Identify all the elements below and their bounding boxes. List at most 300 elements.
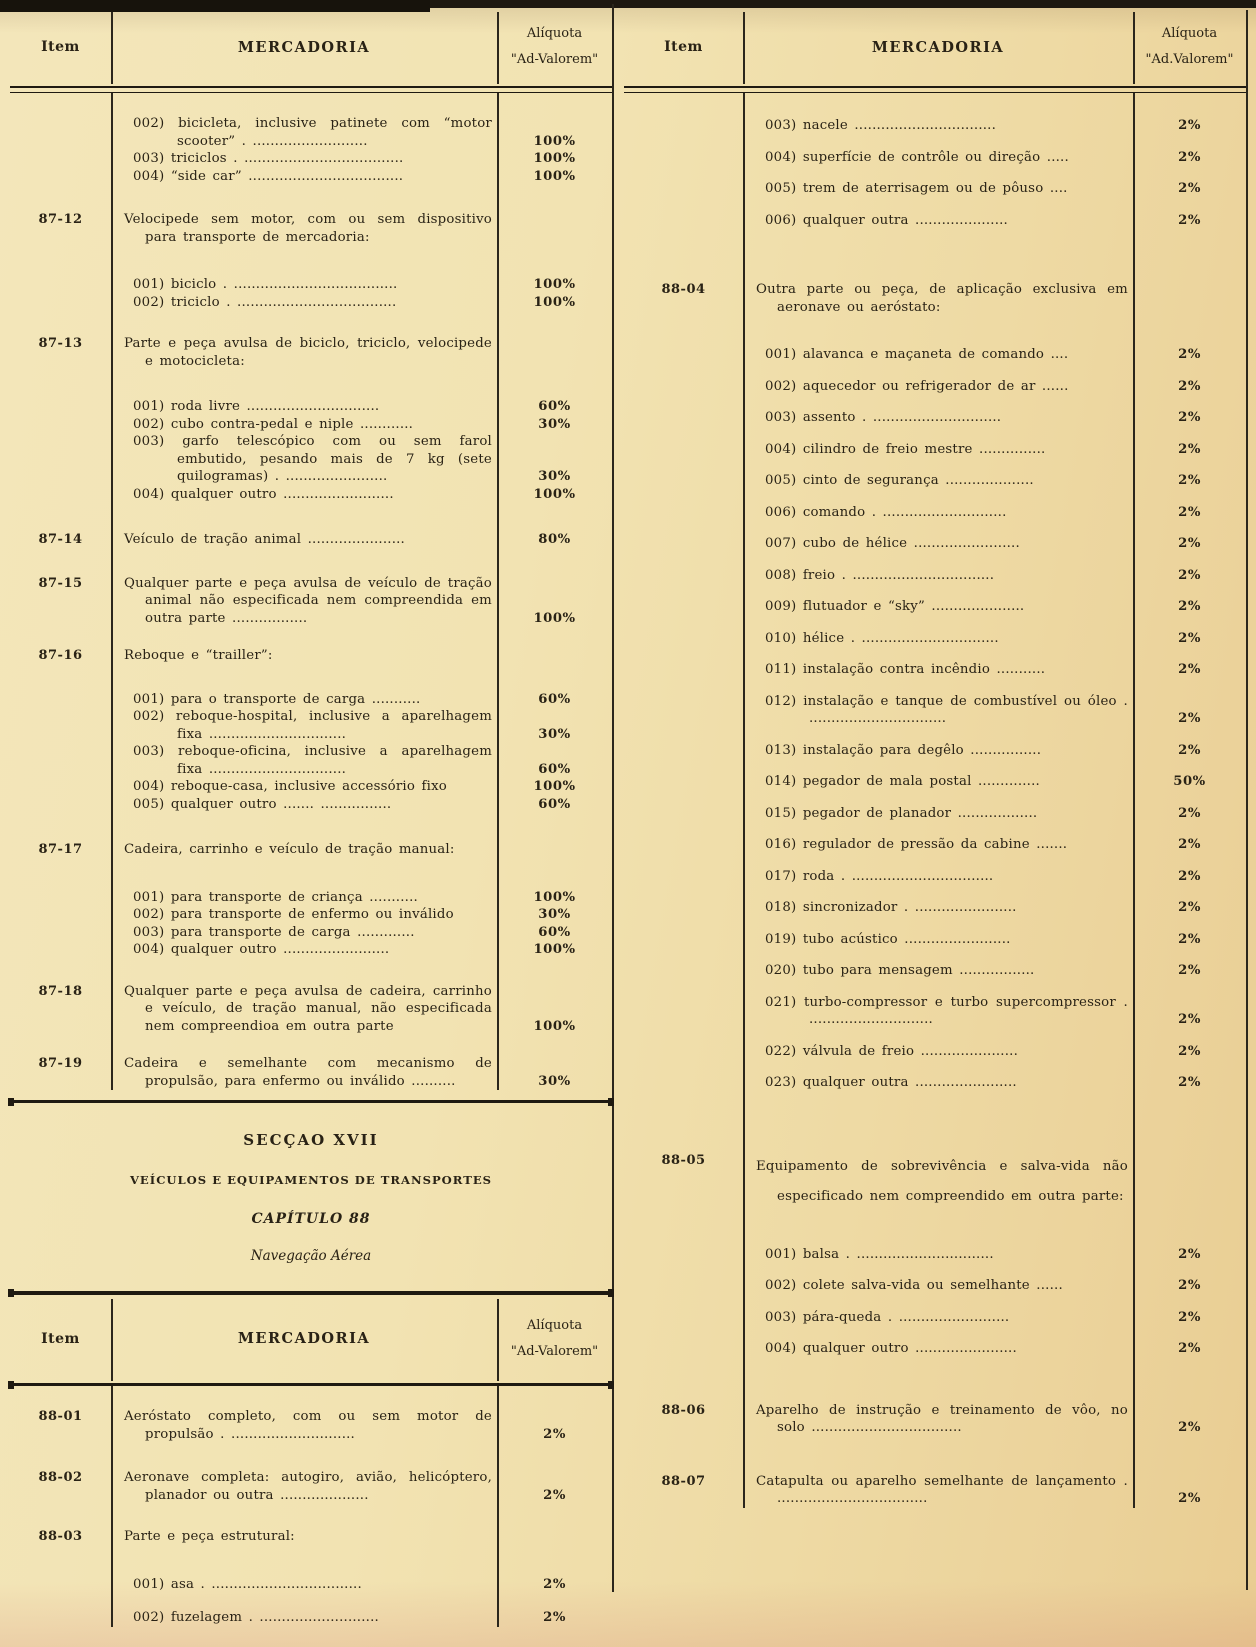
tariff-rows-chapter-88-right <box>624 93 1246 1508</box>
description-text: colete salva-vida ou semelhante ...... <box>802 1278 1063 1293</box>
chapter-title: CAPÍTULO 88 <box>251 1211 371 1228</box>
description <box>111 889 497 907</box>
sub-item-number: 009) <box>765 599 797 614</box>
sub-item-row <box>624 962 1246 980</box>
description <box>111 276 497 294</box>
description-text: cilindro de freio mestre ............... <box>802 441 1046 457</box>
sub-item-row <box>10 294 612 312</box>
ad-valorem-rate: 2% <box>1178 504 1201 520</box>
description <box>743 773 1133 791</box>
description <box>111 743 497 778</box>
table-header-left-second <box>10 1295 612 1383</box>
ad-valorem-rate: 30% <box>538 726 571 742</box>
description <box>111 416 497 434</box>
item-number: 88-06 <box>661 1402 706 1418</box>
description-text: bicicleta, inclusive patinete com “motor scooter” . .......................... <box>177 116 492 149</box>
description-text: para o transporte de carga ........... <box>170 691 421 707</box>
vertical-rule <box>111 1299 113 1381</box>
description-text: reboque-oficina, inclusive a aparelhagem fixa ............................... <box>177 744 492 777</box>
sub-item-row <box>624 693 1246 728</box>
description-text: qualquer outra ....................... <box>802 1075 1017 1090</box>
ad-valorem-rate: 100% <box>533 942 576 957</box>
ad-valorem-rate: 2% <box>1178 900 1201 915</box>
header-aliquota-line1: Alíquota <box>526 26 583 41</box>
entry-row <box>10 575 612 628</box>
ad-valorem-rate: 2% <box>1178 536 1201 551</box>
ad-valorem-rate: 2% <box>1178 1341 1201 1356</box>
description-text: alavanca e maçaneta de comando .... <box>802 347 1069 362</box>
sub-item-row <box>624 1074 1246 1092</box>
header-aliquota-label <box>1133 21 1246 73</box>
sub-item-number: 003) <box>133 151 165 166</box>
description-text: reboque-hospital, inclusive a aparelhagem fixa ............................... <box>175 709 492 742</box>
sub-item-number: 002) <box>133 116 165 131</box>
sub-item-row <box>624 117 1246 135</box>
description <box>743 836 1133 854</box>
entry-row <box>10 647 612 665</box>
description <box>743 994 1133 1029</box>
item-number: 87-12 <box>38 212 83 227</box>
item-number: 87-19 <box>38 1056 83 1071</box>
item-number: 87-17 <box>38 842 83 857</box>
sub-item-row <box>10 416 612 434</box>
sub-item-number: 001) <box>133 691 165 707</box>
description-text: turbo-compressor e turbo supercompressor . ............................ <box>804 994 1128 1027</box>
sub-item-number: 002) <box>133 907 165 922</box>
tariff-rows-chapter-88-left <box>10 1386 612 1627</box>
sub-item-number: 001) <box>133 399 165 414</box>
ad-valorem-rate: 2% <box>1178 868 1201 884</box>
description: Outra parte ou peça, de aplicação exclusiva em aeronave ou aeróstato: <box>756 282 1128 315</box>
ad-valorem-rate: 2% <box>1178 963 1201 978</box>
header-double-rule <box>10 86 612 93</box>
sub-item-row <box>10 1609 612 1627</box>
ad-valorem-rate: 2% <box>1178 1491 1201 1506</box>
entry-row <box>10 531 612 549</box>
description <box>743 409 1133 427</box>
description-text: cubo contra-pedal e niple ............ <box>170 416 414 432</box>
header-aliquota-line1: Alíquota <box>1161 26 1218 41</box>
sub-item-number: 018) <box>765 900 797 915</box>
description: Aparelho de instrução e treinamento de vôo, no solo .................................. <box>756 1402 1128 1435</box>
sub-item-number: 004) <box>133 779 165 794</box>
description <box>743 149 1133 167</box>
header-aliquota-line1: Alíquota <box>526 1317 583 1333</box>
description-text: qualquer outro ....... ................ <box>170 796 392 812</box>
entry-row <box>10 1055 612 1090</box>
sub-item-number: 001) <box>133 1576 165 1592</box>
description-text: instalação e tanque de combustível ou óleo . ............................... <box>803 693 1128 726</box>
sub-item-row <box>624 773 1246 791</box>
description: Qualquer parte e peça avulsa de veículo de tração animal não especificada nem compreendida em outra parte ................. <box>124 575 492 626</box>
header-aliquota-label <box>497 21 612 73</box>
description-text: freio . ................................ <box>802 567 995 583</box>
ad-valorem-rate: 2% <box>1178 662 1201 677</box>
ad-valorem-rate: 100% <box>533 277 576 292</box>
sub-item-number: 001) <box>765 1246 797 1262</box>
item-number: 88-05 <box>661 1152 706 1168</box>
sub-item-number: 005) <box>765 181 797 196</box>
ad-valorem-rate: 2% <box>1178 1278 1201 1293</box>
table-header-right <box>624 8 1246 86</box>
sub-item-number: 003) <box>765 410 797 425</box>
description-text: qualquer outro ........................ <box>170 942 390 957</box>
description-text: superfície de contrôle ou direção ..... <box>802 149 1069 165</box>
sub-item-number: 007) <box>765 536 797 551</box>
description-text: cinto de segurança .................... <box>802 473 1034 488</box>
description <box>743 180 1133 198</box>
description <box>111 1609 497 1627</box>
header-aliquota-line2: "Ad-Valorem" <box>510 1343 599 1359</box>
description <box>111 150 497 168</box>
description-text: comando . ............................ <box>802 504 1007 520</box>
ad-valorem-rate: 60% <box>538 399 571 414</box>
sub-item-row <box>624 661 1246 679</box>
vertical-rule <box>1133 93 1135 1508</box>
ad-valorem-rate: 2% <box>543 1487 566 1503</box>
right-edge-line <box>1246 10 1248 1590</box>
sub-item-row <box>624 1309 1246 1327</box>
vertical-rule <box>111 93 113 1090</box>
header-aliquota-line2: "Ad.Valorem" <box>1145 52 1234 67</box>
vertical-rule <box>743 12 745 84</box>
description-text: sincronizador . ....................... <box>802 900 1017 915</box>
sub-item-number: 001) <box>133 889 165 905</box>
sub-item-row <box>624 346 1246 364</box>
header-mercadoria-label: MERCADORIA <box>237 1330 371 1348</box>
ad-valorem-rate: 100% <box>533 168 576 184</box>
item-number: 88-07 <box>661 1473 706 1489</box>
vertical-rule <box>497 12 499 84</box>
description-text: flutuador e “sky” ..................... <box>802 599 1025 614</box>
description <box>743 535 1133 553</box>
ad-valorem-rate: 2% <box>543 1426 566 1442</box>
description-text: biciclo . ..................................... <box>170 277 398 292</box>
description: Aeróstato completo, com ou sem motor de propulsão . ............................ <box>124 1409 492 1442</box>
description <box>743 899 1133 917</box>
sub-item-row <box>624 378 1246 396</box>
description-text: reboque-casa, inclusive accessório fixo <box>170 779 447 794</box>
description: Parte e peça avulsa de biciclo, triciclo, velocipede e motocicleta: <box>124 336 492 369</box>
description-text: qualquer outro ......................... <box>170 486 394 502</box>
sub-item-number: 003) <box>133 924 165 940</box>
sub-item-row <box>10 941 612 959</box>
ad-valorem-rate: 2% <box>1178 630 1201 646</box>
section-heading-block <box>10 1131 612 1264</box>
sub-item-number: 023) <box>765 1075 797 1090</box>
item-number: 88-01 <box>38 1409 83 1425</box>
description <box>743 1277 1133 1295</box>
description <box>743 1340 1133 1358</box>
ad-valorem-rate: 2% <box>1178 1246 1201 1262</box>
vertical-rule <box>1133 12 1135 84</box>
sub-item-number: 002) <box>133 416 165 432</box>
sub-item-row <box>624 504 1246 522</box>
ad-valorem-rate: 2% <box>1178 181 1201 196</box>
sub-item-row <box>624 180 1246 198</box>
description-text: garfo telescópico com ou sem farol embutido, pesando mais de 7 kg (sete quilogramas) . ....................... <box>177 434 492 484</box>
description <box>743 693 1133 728</box>
sub-item-row <box>624 1246 1246 1264</box>
description <box>111 1576 497 1594</box>
description-text: tubo acústico ........................ <box>802 931 1011 947</box>
sub-item-row <box>624 409 1246 427</box>
item-number: 88-03 <box>38 1529 83 1545</box>
sub-item-number: 004) <box>765 1341 797 1356</box>
description-text: triciclos . .................................... <box>170 151 404 166</box>
description-text: “side car” ................................... <box>170 168 404 184</box>
sub-item-number: 008) <box>765 567 797 583</box>
sub-item-row <box>10 924 612 942</box>
vertical-rule <box>111 12 113 84</box>
sub-item-number: 003) <box>133 744 165 759</box>
description <box>743 346 1133 364</box>
sub-item-number: 017) <box>765 868 797 884</box>
sub-item-row <box>10 398 612 416</box>
item-number: 87-14 <box>38 532 83 547</box>
sub-item-row <box>10 150 612 168</box>
right-column <box>624 8 1246 1508</box>
entry-row <box>10 335 612 370</box>
description <box>743 598 1133 616</box>
header-item-label: Item <box>664 39 703 55</box>
description-text: tubo para mensagem ................. <box>802 963 1035 978</box>
header-mercadoria-label: MERCADORIA <box>871 38 1005 56</box>
sub-item-number: 002) <box>765 378 797 394</box>
description: Veículo de tração animal ...................... <box>124 532 405 547</box>
description-text: cubo de hélice ........................ <box>802 536 1020 551</box>
sub-item-row <box>10 796 612 814</box>
table-header-left <box>10 8 612 86</box>
ad-valorem-rate: 100% <box>533 610 576 626</box>
description <box>743 630 1133 648</box>
description: Catapulta ou aparelho semelhante de lançamento . .................................. <box>756 1473 1128 1506</box>
item-number: 87-15 <box>38 575 83 591</box>
item-number: 87-13 <box>38 336 83 351</box>
sub-item-number: 005) <box>765 473 797 488</box>
header-item-label: Item <box>41 1330 80 1347</box>
sub-item-number: 012) <box>765 693 797 709</box>
sub-item-number: 016) <box>765 837 797 852</box>
description <box>111 708 497 743</box>
ad-valorem-rate: 2% <box>1178 805 1201 821</box>
sub-item-row <box>10 276 612 294</box>
description-text: fuzelagem . ........................... <box>170 1610 379 1626</box>
sub-item-number: 011) <box>765 662 797 677</box>
sub-item-number: 006) <box>765 504 797 520</box>
description <box>743 117 1133 135</box>
description <box>743 504 1133 522</box>
description-text: válvula de freio ...................... <box>802 1043 1019 1059</box>
description-text: qualquer outro ....................... <box>802 1341 1017 1356</box>
sub-item-number: 004) <box>133 942 165 957</box>
description <box>111 941 497 959</box>
sub-item-number: 003) <box>765 1309 797 1325</box>
ad-valorem-rate: 2% <box>1178 1420 1201 1435</box>
sub-item-number: 002) <box>765 1278 797 1293</box>
description <box>743 868 1133 886</box>
description <box>743 1043 1133 1061</box>
sub-item-number: 003) <box>765 118 797 133</box>
entry-row <box>10 983 612 1036</box>
description-text: pegador de mala postal .............. <box>802 774 1040 789</box>
vertical-rule <box>497 1386 499 1627</box>
sub-item-row <box>10 433 612 486</box>
sub-item-number: 004) <box>765 149 797 165</box>
ad-valorem-rate: 60% <box>538 761 571 777</box>
sub-item-row <box>624 742 1246 760</box>
description: Velocipede sem motor, com ou sem dispositivo para transporte de mercadoria: <box>124 212 492 245</box>
ad-valorem-rate: 2% <box>1178 1043 1201 1059</box>
description <box>111 398 497 416</box>
description <box>743 805 1133 823</box>
entry-row <box>10 211 612 246</box>
sub-item-row <box>624 567 1246 585</box>
sub-item-number: 006) <box>765 212 797 228</box>
sub-item-row <box>624 149 1246 167</box>
ad-valorem-rate: 60% <box>538 691 571 707</box>
entry-row <box>624 281 1246 316</box>
sub-item-number: 013) <box>765 742 797 758</box>
tariff-rows-chapter-87 <box>10 93 612 1090</box>
description <box>743 1246 1133 1264</box>
sub-item-number: 015) <box>765 805 797 821</box>
item-number: 87-16 <box>38 648 83 663</box>
sub-item-row <box>624 931 1246 949</box>
column-divider-line <box>612 4 614 1592</box>
ad-valorem-rate: 30% <box>538 907 571 922</box>
item-number: 88-04 <box>661 282 706 297</box>
ad-valorem-rate: 2% <box>543 1610 566 1626</box>
section-subtitle: VEÍCULOS E EQUIPAMENTOS DE TRANSPORTES <box>129 1173 493 1188</box>
description-text: balsa . ............................... <box>802 1246 994 1262</box>
description: Qualquer parte e peça avulsa de cadeira, carrinho e veículo, de tração manual, não especificada nem compreendioa em outra parte <box>124 983 492 1034</box>
description-text: roda livre .............................. <box>170 399 380 414</box>
sub-item-row <box>10 168 612 186</box>
sub-item-number: 005) <box>133 796 165 812</box>
sub-item-row <box>624 868 1246 886</box>
description <box>111 486 497 504</box>
ad-valorem-rate: 2% <box>1178 441 1201 457</box>
description-text: aquecedor ou refrigerador de ar ...... <box>802 378 1069 394</box>
description: Parte e peça estrutural: <box>124 1529 295 1545</box>
sub-item-number: 022) <box>765 1043 797 1059</box>
sub-item-number: 004) <box>765 441 797 457</box>
sub-item-number: 002) <box>133 709 165 724</box>
description: Cadeira, carrinho e veículo de tração manual: <box>124 842 455 857</box>
description-text: assento . ............................. <box>802 410 1002 425</box>
ad-valorem-rate: 2% <box>1178 1012 1201 1027</box>
ad-valorem-rate: 2% <box>1178 212 1201 228</box>
sub-item-row <box>10 889 612 907</box>
description <box>743 567 1133 585</box>
ad-valorem-rate: 2% <box>1178 1309 1201 1325</box>
header-mercadoria-label: MERCADORIA <box>237 38 371 56</box>
description <box>743 212 1133 230</box>
description-text: instalação para degêlo ................ <box>802 742 1042 758</box>
description-text: asa . .................................. <box>170 1576 362 1592</box>
ad-valorem-rate: 2% <box>1178 711 1201 726</box>
entry-row <box>10 841 612 859</box>
item-number: 88-02 <box>38 1470 83 1486</box>
description <box>743 661 1133 679</box>
ad-valorem-rate: 60% <box>538 796 571 812</box>
sub-item-row <box>10 1576 612 1594</box>
scan-top-bar <box>0 0 1256 6</box>
sub-item-number: 002) <box>133 294 165 310</box>
section-title: SECÇAO XVII <box>243 1131 379 1150</box>
sub-item-number: 014) <box>765 774 797 789</box>
sub-item-row <box>624 535 1246 553</box>
description <box>743 1309 1133 1327</box>
sub-item-row <box>624 836 1246 854</box>
description-text: trem de aterrisagem ou de pôuso .... <box>802 181 1068 196</box>
ad-valorem-rate: 50% <box>1173 774 1206 789</box>
entry-row <box>624 1152 1246 1212</box>
description-text: roda . ................................ <box>802 868 994 884</box>
chapter-subtitle: Navegação Aérea <box>250 1248 372 1265</box>
entry-row <box>10 1528 612 1546</box>
ad-valorem-rate: 30% <box>538 416 571 432</box>
header-double-rule <box>624 86 1246 93</box>
sub-item-number: 021) <box>765 994 797 1010</box>
entry-row <box>624 1473 1246 1508</box>
ad-valorem-rate: 60% <box>538 924 571 940</box>
sub-item-row <box>10 486 612 504</box>
sub-item-row <box>10 708 612 743</box>
ad-valorem-rate: 2% <box>1178 599 1201 614</box>
ad-valorem-rate: 80% <box>538 532 571 547</box>
sub-item-row <box>10 906 612 924</box>
description-text: nacele ................................ <box>802 118 997 133</box>
header-aliquota-line2: "Ad-Valorem" <box>510 52 599 67</box>
vertical-rule <box>743 93 745 1508</box>
ad-valorem-rate: 2% <box>1178 837 1201 852</box>
sub-item-row <box>10 743 612 778</box>
description <box>111 115 497 150</box>
sub-item-row <box>624 994 1246 1029</box>
description-text: para transporte de criança ........... <box>170 889 418 905</box>
vertical-rule <box>111 1386 113 1627</box>
sub-item-number: 001) <box>133 277 165 292</box>
sub-item-number: 003) <box>133 434 165 449</box>
sub-item-number: 010) <box>765 630 797 646</box>
ad-valorem-rate: 30% <box>538 1073 571 1089</box>
sub-item-number: 001) <box>765 347 797 362</box>
description-text: para transporte de enfermo ou inválido <box>170 907 454 922</box>
sub-item-number: 004) <box>133 168 165 184</box>
ad-valorem-rate: 2% <box>1178 742 1201 758</box>
sub-item-row <box>624 441 1246 459</box>
sub-item-row <box>624 630 1246 648</box>
vertical-rule <box>497 1299 499 1381</box>
sub-item-row <box>624 899 1246 917</box>
ad-valorem-rate: 2% <box>1178 347 1201 362</box>
description-text: pegador de planador .................. <box>802 805 1038 821</box>
entry-row <box>10 1408 612 1443</box>
description-text: para transporte de carga ............. <box>170 924 415 940</box>
description <box>111 691 497 709</box>
description-text: pára-queda . ......................... <box>802 1309 1010 1325</box>
ad-valorem-rate: 2% <box>1178 410 1201 425</box>
description <box>743 472 1133 490</box>
description <box>111 924 497 942</box>
sub-item-row <box>624 212 1246 230</box>
description: Cadeira e semelhante com mecanismo de propulsão, para enfermo ou inválido .......... <box>124 1056 492 1089</box>
ad-valorem-rate: 100% <box>533 294 576 310</box>
item-number: 87-18 <box>38 983 83 999</box>
description <box>111 168 497 186</box>
